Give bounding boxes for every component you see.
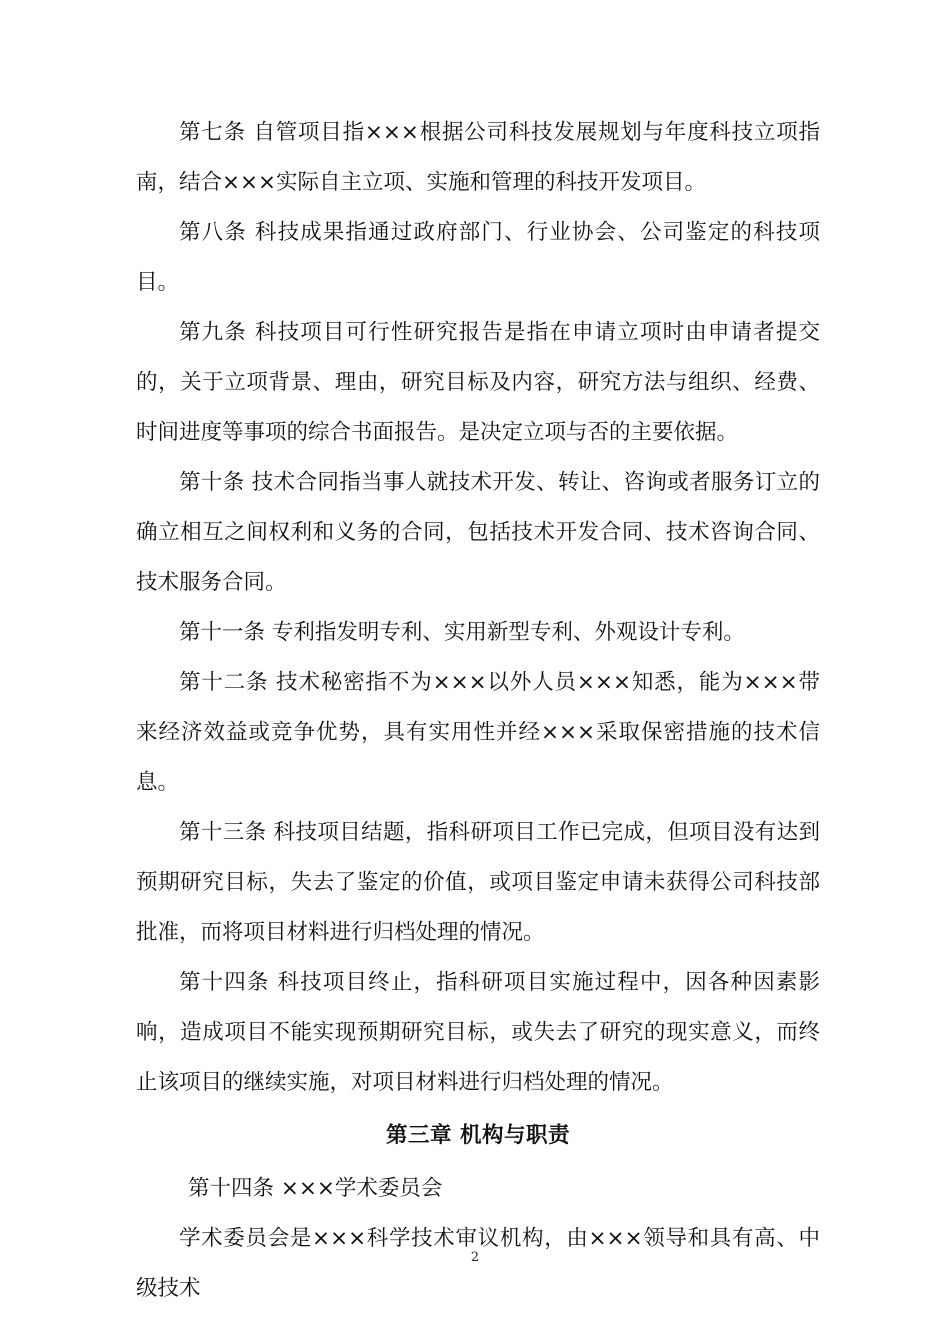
section-paragraph: 学术委员会是×××科学技术审议机构，由×××领导和具有高、中级技术 [136, 1226, 820, 1301]
article-8-paragraph: 第八条 科技成果指通过政府部门、行业协会、公司鉴定的科技项目。 [136, 220, 820, 295]
chapter-title: 第三章 机构与职责 [386, 1123, 570, 1148]
article-10-paragraph: 第十条 技术合同指当事人就技术开发、转让、咨询或者服务订立的确立相互之间权利和义务的合同，包括技术开发合同、技术咨询合同、技术服务合同。 [136, 470, 820, 595]
article-7-paragraph: 第七条 自管项目指×××根据公司科技发展规划与年度科技立项指南，结合×××实际自主立项、实施和管理的科技开发项目。 [136, 120, 820, 195]
document-body [136, 108, 820, 1314]
page-number: 2 [470, 1250, 480, 1265]
article-12-paragraph: 第十二条 技术秘密指不为×××以外人员×××知悉，能为×××带来经济效益或竞争优势，具有实用性并经×××采取保密措施的技术信息。 [136, 670, 820, 795]
article-13-paragraph: 第十三条 科技项目结题，指科研项目工作已完成，但项目没有达到预期研究目标，失去了鉴定的价值，或项目鉴定申请未获得公司科技部批准，而将项目材料进行归档处理的情况。 [136, 820, 820, 945]
article-14-paragraph: 第十四条 科技项目终止，指科研项目实施过程中，因各种因素影响，造成项目不能实现预期研究目标，或失去了研究的现实意义，而终止该项目的继续实施，对项目材料进行归档处理的情况。 [136, 970, 820, 1095]
section-heading: 第十四条 ×××学术委员会 [188, 1176, 443, 1201]
article-9-paragraph: 第九条 科技项目可行性研究报告是指在申请立项时由申请者提交的，关于立项背景、理由，研究目标及内容，研究方法与组织、经费、时间进度等事项的综合书面报告。是决定立项与否的主要依据。 [136, 320, 820, 445]
article-11-paragraph: 第十一条 专利指发明专利、实用新型专利、外观设计专利。 [179, 620, 745, 645]
